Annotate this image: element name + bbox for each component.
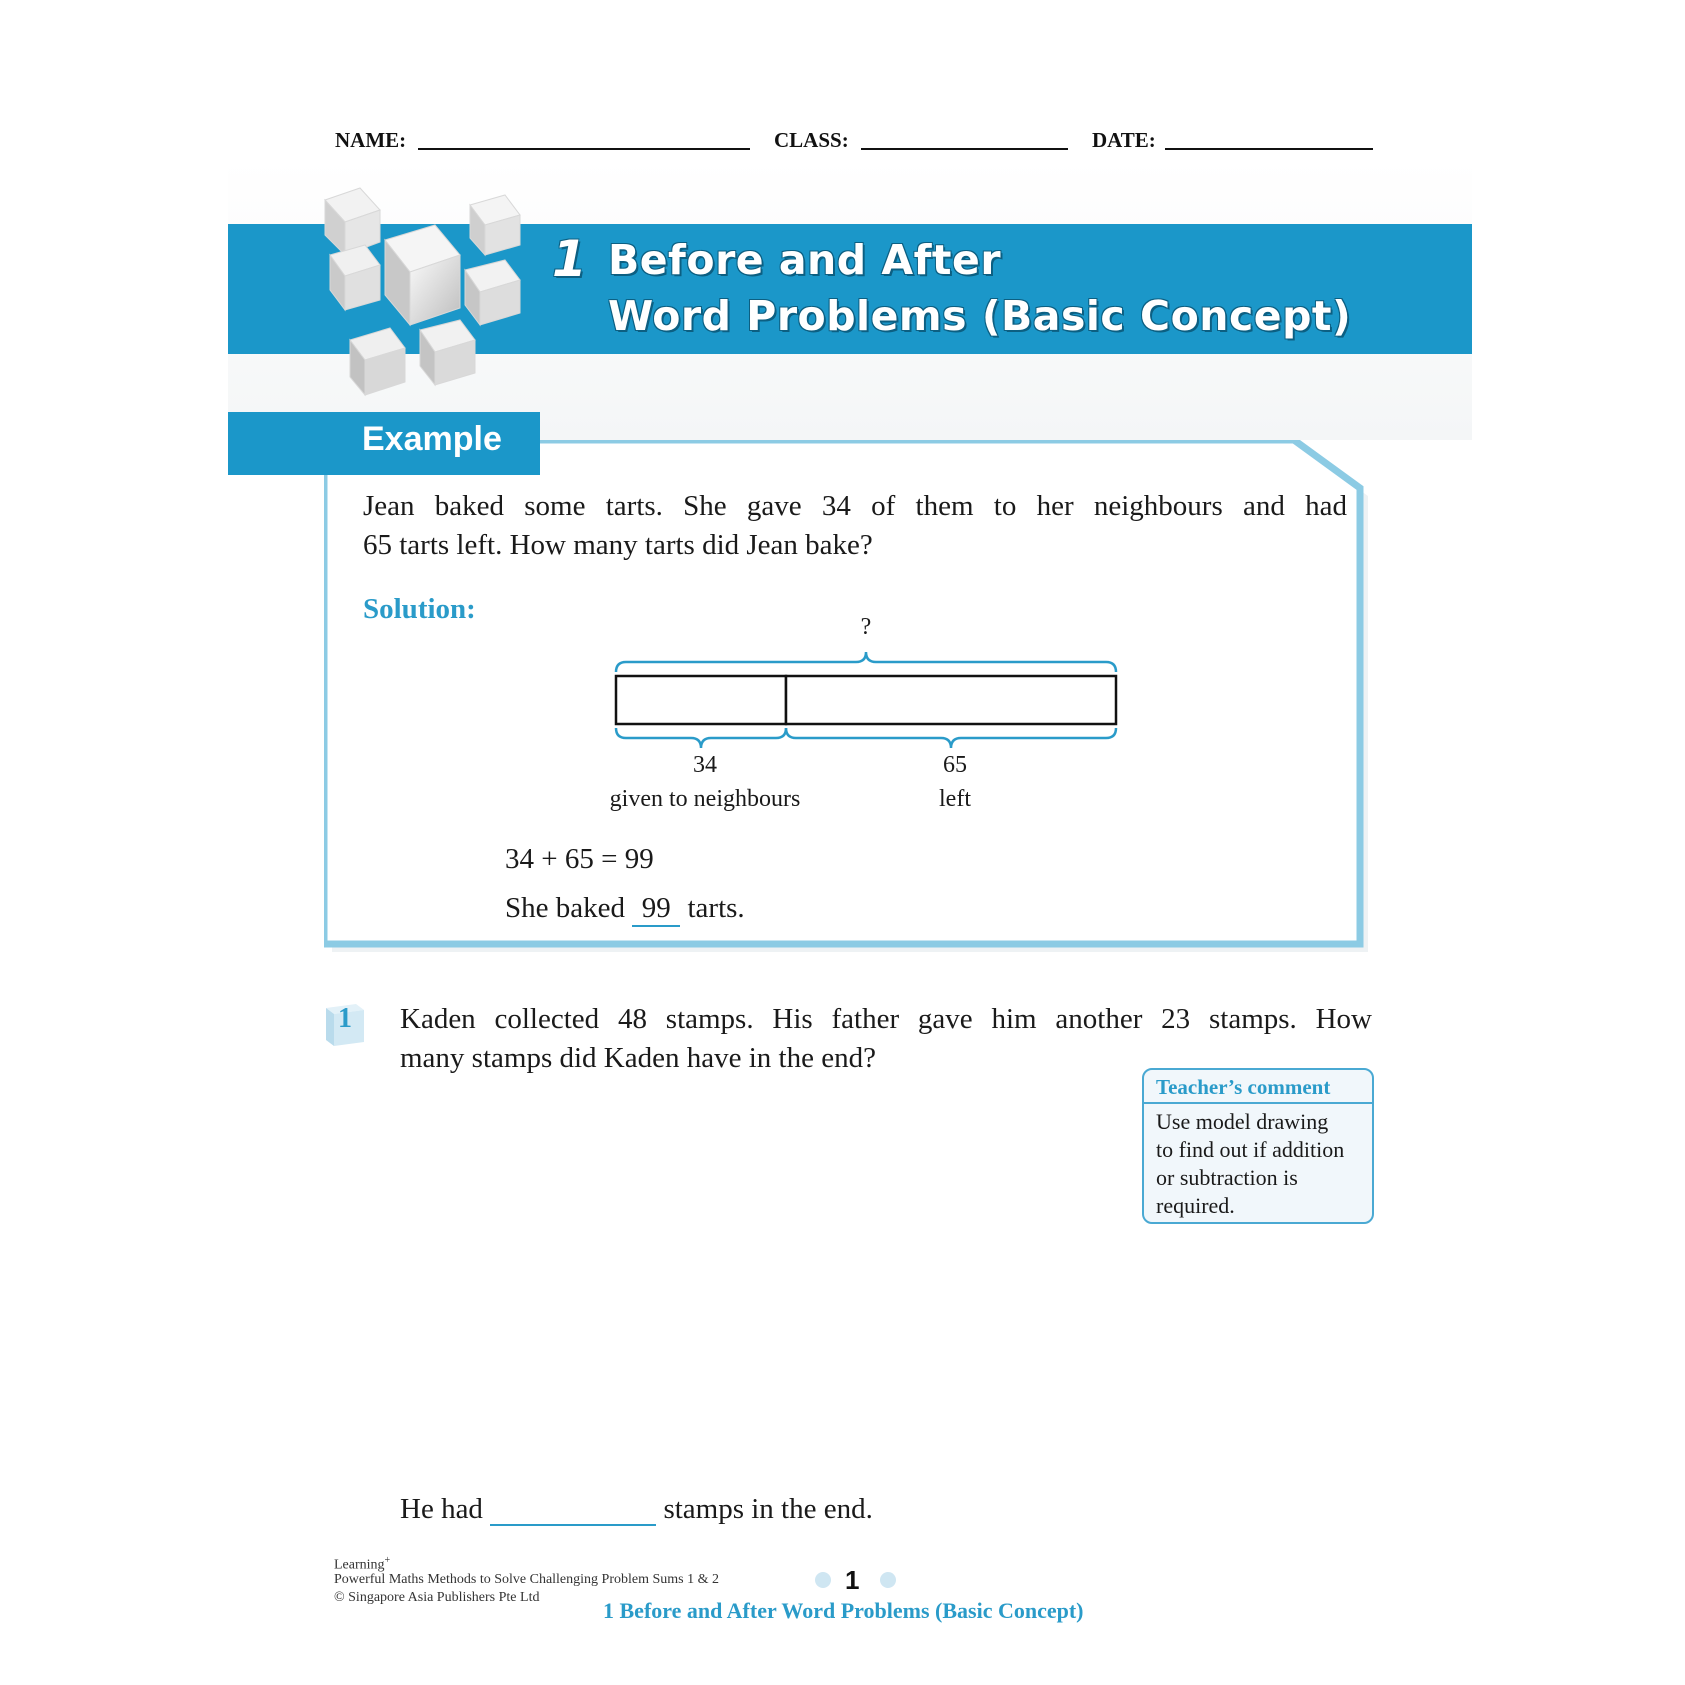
question-1-answer-prefix: He had <box>400 1493 483 1525</box>
footer-brand-mark: + <box>384 1555 391 1566</box>
part-1-caption: given to neighbours <box>609 786 801 812</box>
part-2-caption: left <box>939 786 971 812</box>
part-1-brace <box>616 728 786 748</box>
bar-part-1 <box>616 676 786 724</box>
page-dot-left-icon <box>815 1572 831 1588</box>
bar-model <box>600 640 1120 750</box>
name-label: NAME: <box>335 128 407 152</box>
date-label: DATE: <box>1092 128 1156 152</box>
question-1-number: 1 <box>338 1003 352 1034</box>
model-total-label: ? <box>860 614 872 640</box>
footer-brand <box>334 1555 390 1574</box>
example-equation: 34 + 65 = 99 <box>505 843 654 875</box>
question-1-answer-suffix: stamps in the end. <box>663 1493 873 1525</box>
example-label: Example <box>362 420 502 458</box>
part-2-brace <box>786 728 1116 748</box>
page-number: 1 <box>845 1565 860 1595</box>
chapter-number: 1 <box>552 230 588 288</box>
footer-copyright: © Singapore Asia Publishers Pte Ltd <box>334 1590 540 1605</box>
solution-label: Solution: <box>363 593 476 625</box>
example-question-line-1: Jean baked some tarts. She gave 34 of them to her neighbours and had <box>363 490 1347 522</box>
footer-book-title: Powerful Maths Methods to Solve Challenging Problem Sums 1 & 2 <box>334 1572 719 1587</box>
footer-brand-name: Learning <box>334 1557 385 1573</box>
question-1-answer-sentence <box>400 1493 873 1526</box>
teacher-comment-line-1: Use model drawing <box>1156 1109 1329 1134</box>
title-line-1: Before and After <box>608 236 1002 284</box>
date-field-line[interactable] <box>1165 148 1373 150</box>
teacher-comment-body <box>1156 1108 1366 1220</box>
example-question-line-2: 65 tarts left. How many tarts did Jean bake? <box>363 529 873 561</box>
question-1-line-2: many stamps did Kaden have in the end? <box>400 1042 876 1074</box>
teacher-comment-title: Teacher’s comment <box>1156 1075 1331 1099</box>
bar-part-2 <box>786 676 1116 724</box>
name-field-line[interactable] <box>418 148 750 150</box>
class-label: CLASS: <box>774 128 849 152</box>
cubes-illustration-icon <box>310 180 550 410</box>
teacher-comment-line-4: required. <box>1156 1193 1235 1218</box>
title-line-2: Word Problems (Basic Concept) <box>608 292 1352 340</box>
question-1-line-1: Kaden collected 48 stamps. His father gave him another 23 stamps. How <box>400 1003 1372 1035</box>
footer-chapter-title: 1 Before and After Word Problems (Basic Concept) <box>603 1598 1084 1623</box>
question-1-answer-blank[interactable] <box>490 1494 656 1526</box>
part-1-value: 34 <box>693 752 717 778</box>
part-2-value: 65 <box>943 752 967 778</box>
total-brace <box>616 652 1116 672</box>
example-answer-suffix: tarts. <box>687 892 745 924</box>
page-dot-right-icon <box>880 1572 896 1588</box>
teacher-comment-line-2: to find out if addition <box>1156 1137 1345 1162</box>
example-answer-prefix: She baked <box>505 892 625 924</box>
example-answer-sentence <box>505 892 745 927</box>
teacher-comment-line-3: or subtraction is <box>1156 1165 1298 1190</box>
example-answer-value: 99 <box>632 892 680 927</box>
class-field-line[interactable] <box>861 148 1068 150</box>
